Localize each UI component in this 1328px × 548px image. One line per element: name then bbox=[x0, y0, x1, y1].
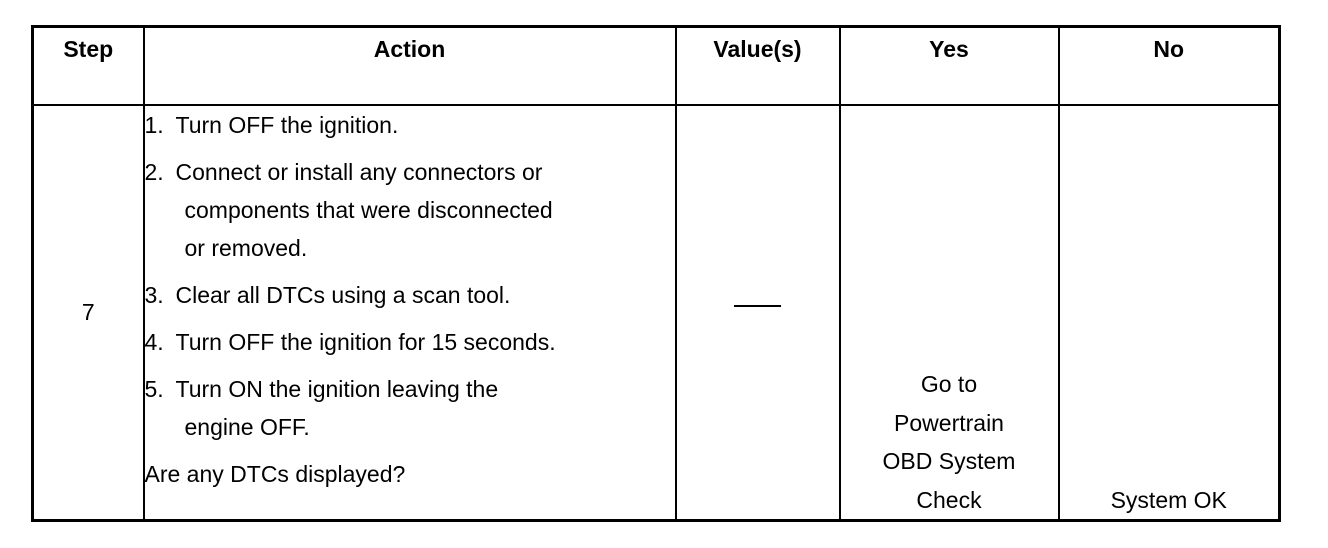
action-text-continued: or removed. bbox=[184, 235, 308, 261]
diagnostic-table bbox=[31, 25, 1281, 522]
yes-text-line: Check bbox=[916, 486, 982, 513]
action-item-1 bbox=[145, 106, 675, 144]
yes-text-line: OBD System bbox=[882, 448, 1016, 474]
action-number: 4. bbox=[144, 329, 164, 355]
action-item-3 bbox=[145, 276, 675, 314]
header-no: No bbox=[1059, 27, 1280, 106]
action-text: Turn OFF the ignition for 15 seconds. bbox=[175, 329, 556, 355]
action-text: Connect or install any connectors or bbox=[175, 159, 543, 185]
action-item-5 bbox=[145, 370, 675, 446]
action-question: Are any DTCs displayed? bbox=[144, 461, 406, 487]
action-number: 2. bbox=[144, 159, 164, 185]
action-item-4 bbox=[145, 323, 675, 361]
header-row bbox=[33, 27, 1280, 106]
action-text: Turn OFF the ignition. bbox=[175, 112, 399, 138]
header-values: Value(s) bbox=[676, 27, 840, 106]
header-action: Action bbox=[144, 27, 676, 106]
header-yes: Yes bbox=[840, 27, 1059, 106]
table-row bbox=[33, 105, 1280, 521]
action-number: 3. bbox=[144, 282, 164, 308]
yes-cell bbox=[840, 105, 1059, 521]
action-number: 1. bbox=[144, 112, 164, 138]
value-cell bbox=[676, 105, 840, 521]
action-item-2 bbox=[145, 153, 675, 267]
step-number: 7 bbox=[33, 105, 144, 521]
header-step: Step bbox=[33, 27, 144, 106]
yes-text-line: Go to bbox=[920, 371, 978, 397]
no-cell: System OK bbox=[1059, 105, 1280, 521]
action-text-continued: engine OFF. bbox=[184, 414, 310, 440]
action-text-continued: components that were disconnected bbox=[184, 197, 553, 223]
action-cell bbox=[144, 105, 676, 521]
value-dash bbox=[734, 305, 781, 307]
action-number: 5. bbox=[144, 376, 164, 402]
yes-text-line: Powertrain bbox=[894, 409, 1004, 436]
action-text: Turn ON the ignition leaving the bbox=[175, 376, 499, 402]
action-text: Clear all DTCs using a scan tool. bbox=[175, 282, 511, 308]
